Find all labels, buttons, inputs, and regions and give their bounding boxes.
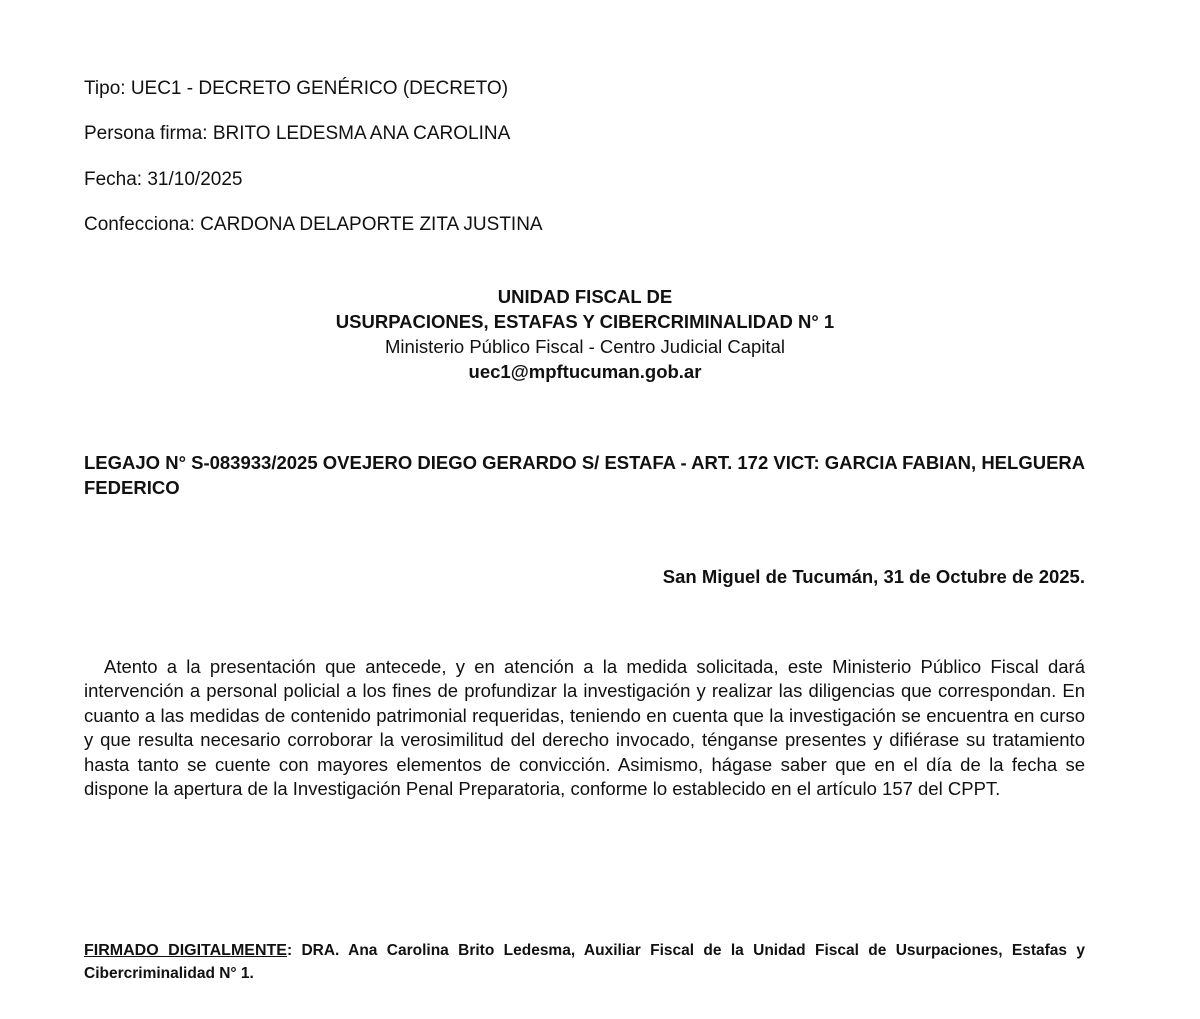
office-header [0,284,1170,384]
signature-separator: : [286,942,293,959]
signature-text: DRA. Ana Carolina Brito Ledesma, Auxiliar Fiscal de la Unidad Fiscal de Usurpaciones, Estafas y Cibercriminalidad N° 1. [84,942,1085,982]
header-email: uec1@mpftucuman.gob.ar [468,361,702,382]
place-date: San Miguel de Tucumán, 31 de Octubre de 2025. [662,566,1085,587]
meta-confecciona: Confecciona: CARDONA DELAPORTE ZITA JUSTINA [84,214,543,235]
meta-persona-firma: Persona firma: BRITO LEDESMA ANA CAROLINA [84,123,511,144]
decree-body: Atento a la presentación que antecede, y en atención a la medida solicitada, este Ministerio Público Fiscal dará intervención a personal policial a los fines de profundizar la investigación y realizar las diligencias que correspondan. En cuanto a las medidas de contenido patrimonial requeridas, teniendo en cuenta que la investigación se encuentra en curso y que resulta necesario corroborar la verosimilitud del derecho invocado, ténganse presentes y difiérase su tratamiento hasta tanto se cuente con mayores elementos de convicción. Asimismo, hágase saber que en el día de la fecha se dispone la apertura de la Investigación Penal Preparatoria, conforme lo establecido en el artículo 157 del CPPT. [84,656,1085,800]
header-line-3: Ministerio Público Fiscal - Centro Judicial Capital [385,336,785,357]
case-title: LEGAJO N° S-083933/2025 OVEJERO DIEGO GERARDO S/ ESTAFA - ART. 172 VICT: GARCIA FABIAN, HELGUERA FEDERICO [84,452,1085,498]
meta-tipo: Tipo: UEC1 - DECRETO GENÉRICO (DECRETO) [84,78,509,99]
signature-label: FIRMADO DIGITALMENTE [84,942,287,959]
header-line-2: USURPACIONES, ESTAFAS Y CIBERCRIMINALIDAD N° 1 [335,311,835,332]
header-line-1: UNIDAD FISCAL DE [497,286,673,307]
digital-signature [84,940,1085,985]
meta-fecha: Fecha: 31/10/2025 [84,169,243,190]
